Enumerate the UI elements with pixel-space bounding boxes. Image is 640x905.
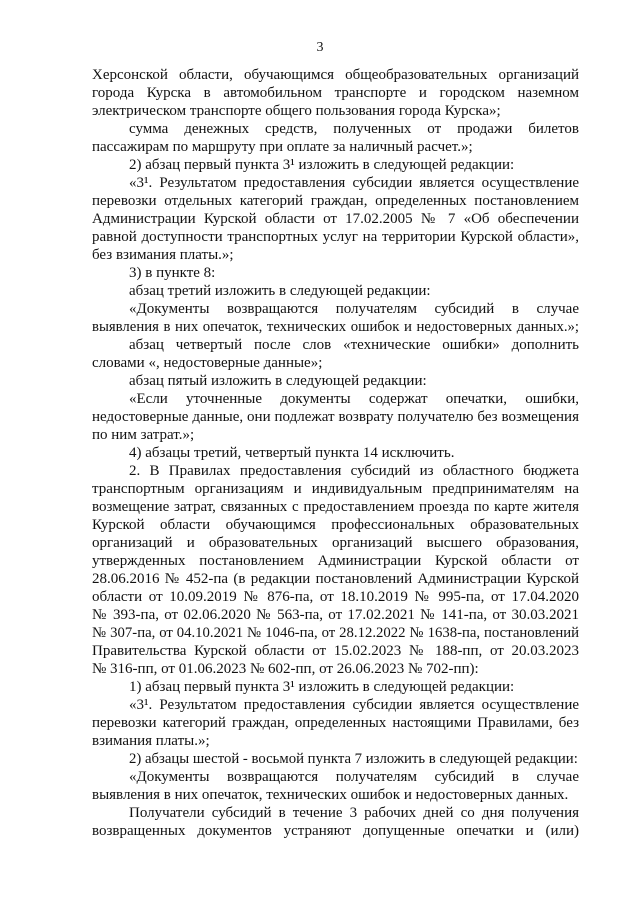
text-line: транспортным организациям и индивидуальным предпринимателям на	[92, 481, 579, 497]
text-line: города Курска в автомобильном транспорте и городском наземном	[92, 85, 579, 101]
text-line: равной доступности транспортных услуг на территории Курской области»,	[92, 229, 579, 245]
text-line: № 307-па, от 04.10.2021 № 1046-па, от 28.12.2022 № 1638-па, постановлений	[92, 625, 579, 641]
text-line: выявления в них опечаток, технических ошибок и недостоверных данных.	[92, 787, 569, 803]
text-line: перевозки отдельных категорий граждан, определенных постановлением	[92, 193, 579, 209]
text-line: «Документы возвращаются получателям субсидий в случае	[129, 301, 579, 317]
page-number: 3	[316, 40, 324, 55]
text-line: без взимания платы.»;	[92, 247, 234, 263]
text-line: «Документы возвращаются получателям субсидий в случае	[129, 769, 579, 785]
text-line: «3¹. Результатом предоставления субсидии является осуществление	[129, 175, 579, 191]
text-line: пассажирам по маршруту при оплате за наличный расчет.»;	[92, 139, 473, 155]
text-line: Администрации Курской области от 17.02.2005 № 7 «Об обеспечении	[92, 211, 579, 227]
text-line: возвращенных документов устраняют допущенные опечатки и (или)	[92, 823, 579, 839]
text-line: 3) в пункте 8:	[129, 265, 216, 281]
text-line: Получатели субсидий в течение 3 рабочих дней со дня получения	[129, 805, 579, 821]
text-line: электрическом транспорте общего пользования города Курска»;	[92, 103, 501, 119]
text-line: словами «, недостоверные данные»;	[92, 355, 323, 371]
text-line: 1) абзац первый пункта 3¹ изложить в следующей редакции:	[129, 679, 515, 695]
document-body	[92, 66, 579, 840]
text-line: организаций и образовательных организаций высшего образования,	[92, 535, 579, 551]
text-line: 28.06.2016 № 452-па (в редакции постановлений Администрации Курской	[92, 571, 579, 587]
text-line: 2) абзацы шестой - восьмой пункта 7 изложить в следующей редакции:	[129, 751, 578, 767]
text-line: «3¹. Результатом предоставления субсидии является осуществление	[129, 697, 579, 713]
text-line: 4) абзацы третий, четвертый пункта 14 исключить.	[129, 445, 455, 461]
text-line: 2) абзац первый пункта 3¹ изложить в следующей редакции:	[129, 157, 515, 173]
text-line: возмещение затрат, связанных с предоставлением проезда по карте жителя	[92, 499, 579, 515]
text-line: по ним затрат.»;	[92, 427, 195, 443]
text-line: абзац третий изложить в следующей редакции:	[129, 283, 431, 299]
text-line: Правительства Курской области от 15.02.2023 № 188-пп, от 20.03.2023	[92, 643, 579, 659]
text-line: «Если уточненные документы содержат опечатки, ошибки,	[129, 391, 579, 407]
text-line: абзац пятый изложить в следующей редакции:	[129, 373, 427, 389]
text-line: № 393-па, от 02.06.2020 № 563-па, от 17.02.2021 № 141-па, от 30.03.2021	[92, 607, 579, 623]
text-line: перевозки категорий граждан, определенных настоящими Правилами, без	[92, 715, 579, 731]
text-line: 2. В Правилах предоставления субсидий из областного бюджета	[129, 463, 579, 479]
text-line: утвержденных постановлением Администрации Курской области от	[92, 553, 579, 569]
text-line: № 316-пп, от 01.06.2023 № 602-пп, от 26.06.2023 № 702-пп):	[92, 661, 479, 677]
text-line: недостоверные данные, они подлежат возврату получателю без возмещения	[92, 409, 579, 425]
text-line: Курской области обучающимся профессиональных образовательных	[92, 517, 579, 533]
text-line: абзац четвертый после слов «технические ошибки» дополнить	[129, 337, 579, 353]
text-line: выявления в них опечаток, технических ошибок и недостоверных данных.»;	[92, 319, 579, 335]
text-line: области от 10.09.2019 № 876-па, от 18.10.2019 № 995-па, от 17.04.2020	[92, 589, 579, 605]
text-line: Херсонской области, обучающимся общеобразовательных организаций	[92, 67, 579, 83]
text-line: взимания платы.»;	[92, 733, 210, 749]
text-line: сумма денежных средств, полученных от продажи билетов	[129, 121, 579, 137]
